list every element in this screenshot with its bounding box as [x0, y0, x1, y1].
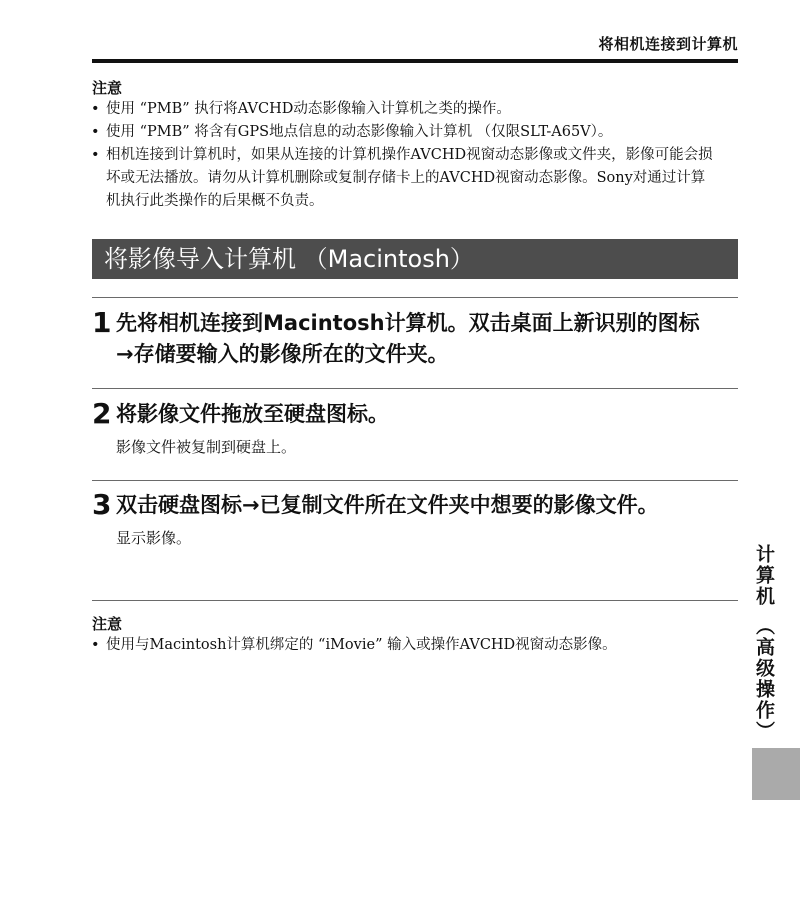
- step-3: [92, 490, 742, 549]
- section-heading: 将影像导入计算机 （Macintosh）: [92, 239, 738, 279]
- step-text: 双击硬盘图标→已复制文件所在文件夹中想要的影像文件。: [116, 493, 659, 517]
- note-list: [90, 634, 750, 657]
- header-rule: [92, 59, 738, 63]
- step-number: 2: [92, 397, 112, 430]
- note-item: • 相机连接到计算机时，如果从连接的计算机操作AVCHD视窗动态影像或文件夹，影像可能会损坏或无法播放。请勿从计算机删除或复制存储卡上的AVCHD视窗动态影像。Sony对通过计算机执行此类操作的后果概不负责。: [90, 144, 718, 213]
- side-chapter-label: 计算机 （高级操作）: [753, 544, 775, 742]
- note-item: • 使用 “PMB” 将含有GPS地点信息的动态影像输入计算机 （仅限SLT-A65V）。: [90, 121, 750, 144]
- side-tab: [752, 748, 800, 800]
- divider: [92, 480, 738, 481]
- divider: [92, 600, 738, 601]
- divider: [92, 297, 738, 298]
- note-list: [90, 98, 750, 213]
- divider: [92, 388, 738, 389]
- note-item: • 使用 “PMB” 执行将AVCHD动态影像输入计算机之类的操作。: [90, 98, 750, 121]
- step-description: 显示影像。: [116, 529, 192, 547]
- note-title: 注意: [92, 79, 123, 97]
- step-1: [92, 308, 742, 370]
- step-text: 先将相机连接到Macintosh计算机。双击桌面上新识别的图标→存储要输入的影像所在的文件夹。: [116, 311, 700, 366]
- note-item: • 使用与Macintosh计算机绑定的 “iMovie” 输入或操作AVCHD视窗动态影像。: [90, 634, 750, 657]
- note-title: 注意: [92, 615, 123, 633]
- step-2: [92, 399, 742, 458]
- step-number: 1: [92, 306, 112, 339]
- running-head: 将相机连接到计算机: [598, 35, 738, 53]
- step-description: 影像文件被复制到硬盘上。: [116, 438, 297, 456]
- step-number: 3: [92, 488, 112, 521]
- step-text: 将影像文件拖放至硬盘图标。: [116, 402, 389, 426]
